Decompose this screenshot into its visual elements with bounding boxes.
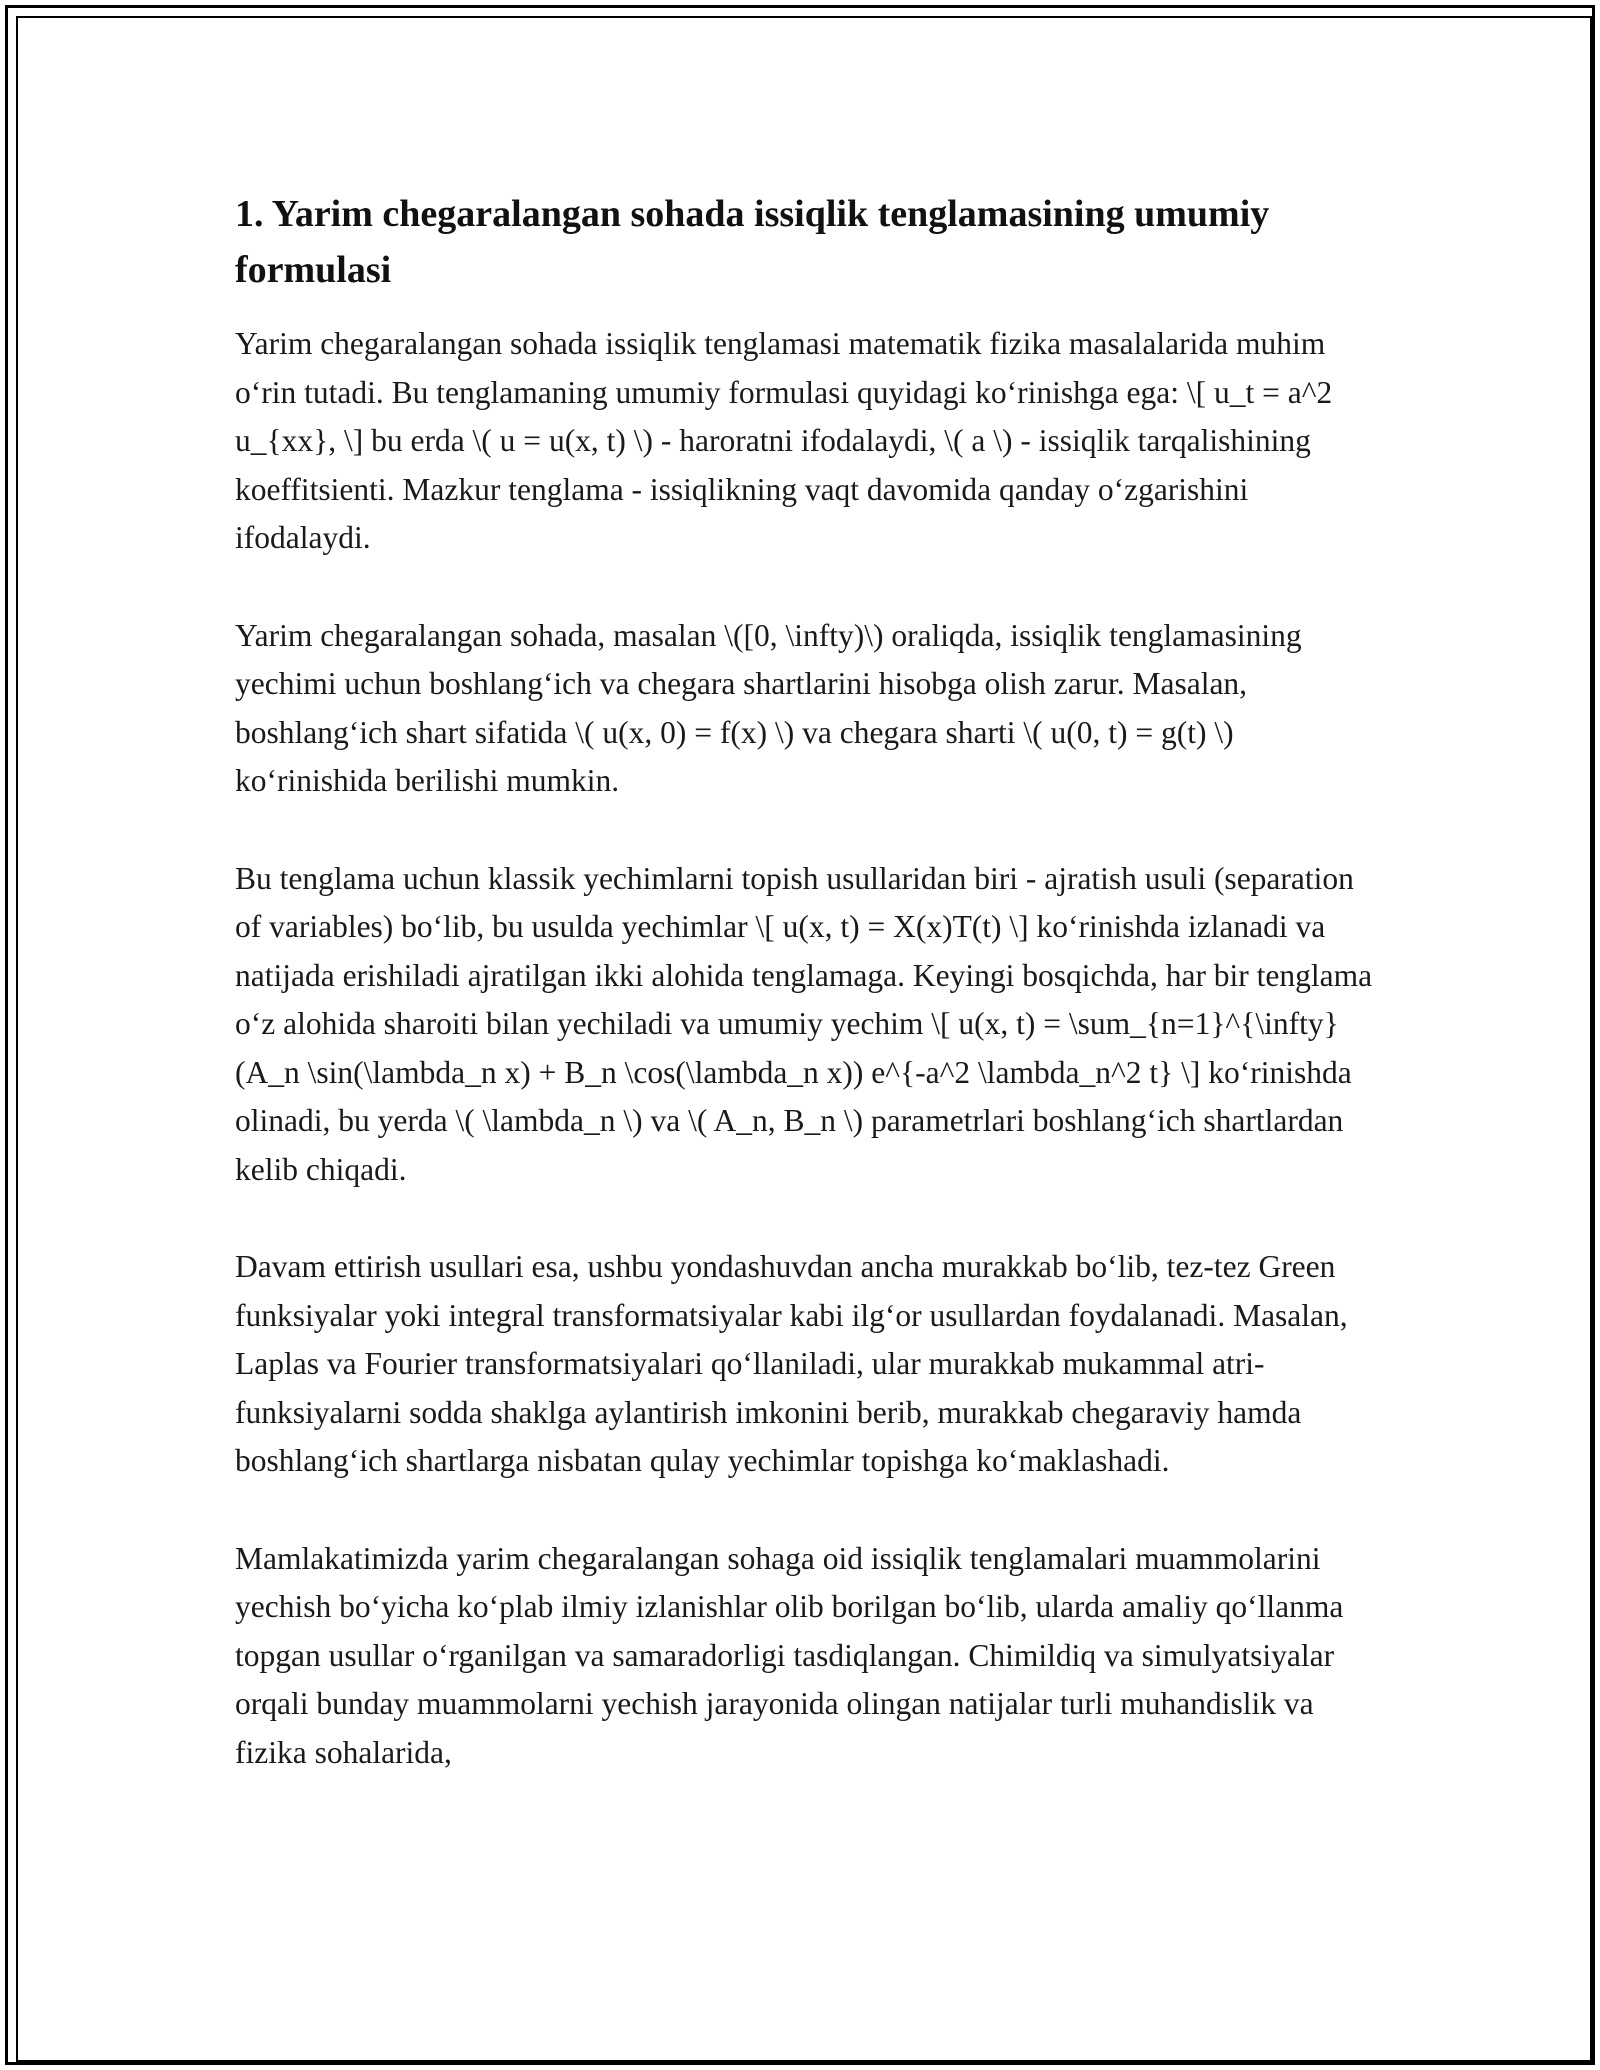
- paragraph-1: Yarim chegaralangan sohada issiqlik tenglamasi matematik fizika masalalarida muhim o‘rin tutadi. Bu tenglamaning umumiy formulasi quyidagi ko‘rinishga ega: \[ u_t = a^2 u_{xx}, \] bu erda \( u = u(x, t) \) - haroratni ifodalaydi, \( a \) - issiqlik tarqalishining koeffitsienti. Mazkur tenglama - issiqlikning vaqt davomida qanday o‘zgarishini ifodalaydi.: [235, 326, 1333, 555]
- paragraph-4: Davam ettirish usullari esa, ushbu yondashuvdan ancha murakkab bo‘lib, tez-tez Green funksiyalar yoki integral transformatsiyalar kabi ilg‘or usullardan foydalanadi. Masalan, Laplas va Fourier transformatsiyalari qo‘llaniladi, ular murakkab mukammal atri-funksiyalarni sodda shaklga aylantirish imkonini berib, murakkab chegaraviy hamda boshlang‘ich shartlarga nisbatan qulay yechimlar topishga ko‘maklashadi.: [235, 1249, 1348, 1478]
- document-body: [235, 186, 1375, 1826]
- paragraph-3: Bu tenglama uchun klassik yechimlarni topish usullaridan biri - ajratish usuli (separation of variables) bo‘lib, bu usulda yechimlar \[ u(x, t) = X(x)T(t) \] ko‘rinishda izlanadi va natijada erishiladi ajratilgan ikki alohida tenglamaga. Keyingi bosqichda, har bir tenglama o‘z alohida sharoiti bilan yechiladi va umumiy yechim \[ u(x, t) = \sum_{n=1}^{\infty} (A_n \sin(\lambda_n x) + B_n \cos(\lambda_n x)) e^{-a^2 \lambda_n^2 t} \] ko‘rinishda olinadi, bu yerda \( \lambda_n \) va \( A_n, B_n \) parametrlari boshlang‘ich shartlardan kelib chiqadi.: [235, 860, 1373, 1187]
- paragraph-5: Mamlakatimizda yarim chegaralangan sohaga oid issiqlik tenglamalari muammolarini yechish bo‘yicha ko‘plab ilmiy izlanishlar olib borilgan bo‘lib, ularda amaliy qo‘llanma topgan usullar o‘rganilgan va samaradorligi tasdiqlangan. Chimildiq va simulyatsiyalar orqali bunday muammolarni yechish jarayonida olingan natijalar turli muhandislik va fizika sohalarida,: [235, 1540, 1344, 1770]
- section-heading: 1. Yarim chegaralangan sohada issiqlik tenglamasining umumiy formulasi: [235, 193, 1270, 291]
- paragraph-2: Yarim chegaralangan sohada, masalan \([0, \infty)\) oraliqda, issiqlik tenglamasining yechimi uchun boshlang‘ich va chegara shartlarini hisobga olish zarur. Masalan, boshlang‘ich shart sifatida \( u(x, 0) = f(x) \) va chegara sharti \( u(0, t) = g(t) \) ko‘rinishida berilishi mumkin.: [235, 617, 1302, 798]
